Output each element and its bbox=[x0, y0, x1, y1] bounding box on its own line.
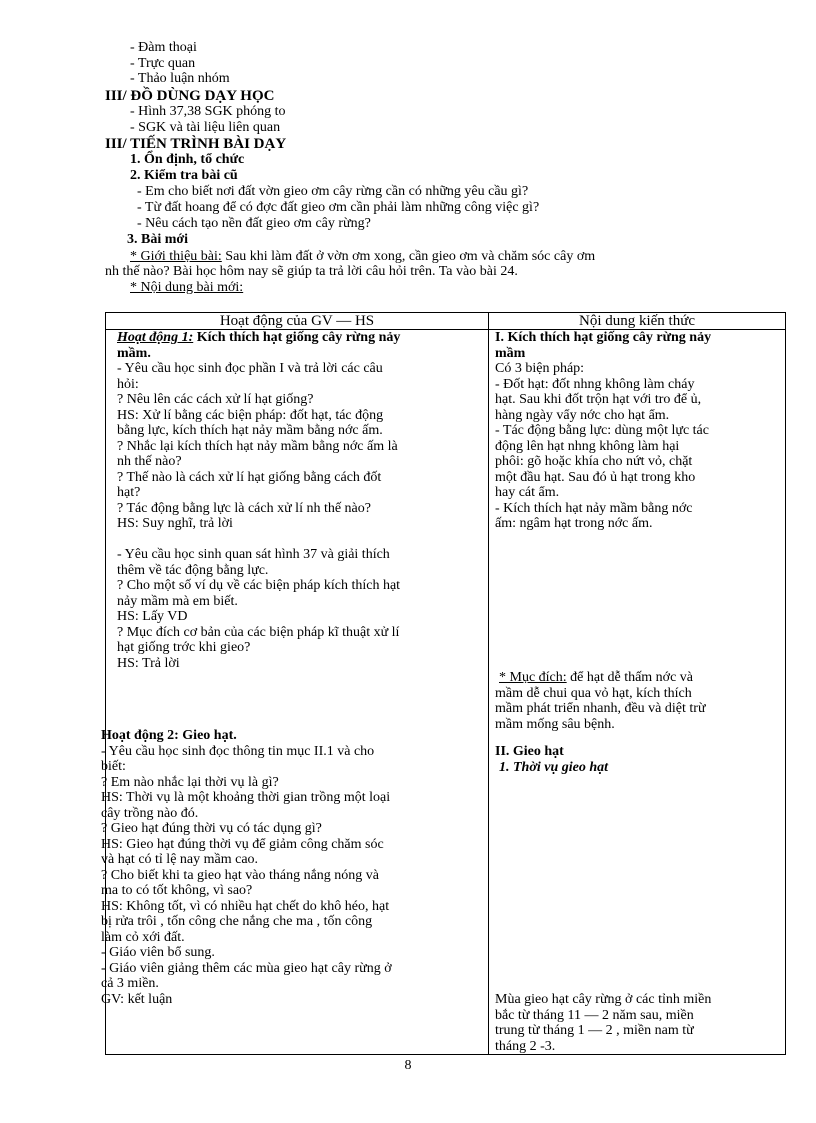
column-header-content: Nội dung kiến thức bbox=[489, 313, 786, 330]
intro-line bbox=[130, 249, 595, 265]
text-line: HS: Không tốt, vì có nhiều hạt chết do khô héo, hạt bbox=[101, 898, 390, 914]
text-line: nảy mầm mà em biết. bbox=[117, 593, 238, 609]
section-heading: III/ ĐỒ DÙNG DẠY HỌC bbox=[105, 88, 275, 104]
text-line: ? Thế nào là cách xử lí hạt giống bằng cách đốt bbox=[117, 469, 382, 485]
text-line: - Giáo viên giảng thêm các mùa gieo hạt cây rừng ở bbox=[101, 960, 392, 976]
knowledge-heading: I. Kích thích hạt giống cây rừng nảy bbox=[495, 330, 712, 345]
text-line: hàng ngày vẩy nớc cho hạt ẩm. bbox=[495, 407, 670, 423]
text-line: cây trồng nào đó. bbox=[101, 805, 199, 821]
text-line: Có 3 biện pháp: bbox=[495, 361, 585, 376]
text-line: ? Nêu lên các cách xử lí hạt giống? bbox=[117, 392, 314, 407]
text-line: - Yêu cầu học sinh quan sát hình 37 và giải thích bbox=[117, 547, 390, 562]
text-line: nh thế nào? bbox=[117, 454, 182, 469]
text-line: cả 3 miền. bbox=[101, 976, 159, 991]
text-line: ? Em nào nhắc lại thời vụ là gì? bbox=[101, 774, 279, 790]
materials-item: - Hình 37,38 SGK phóng to bbox=[130, 104, 286, 119]
text-line: HS: Trả lời bbox=[117, 655, 180, 671]
materials-item: - SGK và tài liệu liên quan bbox=[130, 120, 281, 135]
knowledge-1-lines bbox=[495, 361, 782, 532]
text-line: GV: kết luận bbox=[101, 991, 173, 1007]
purpose-label: * Mục đích: bbox=[499, 670, 567, 685]
text-line: trung từ tháng 1 — 2 , miền nam từ bbox=[495, 1023, 694, 1038]
method-item: - Trực quan bbox=[130, 56, 196, 71]
text-line: ấm: ngâm hạt trong nớc ấm. bbox=[495, 516, 653, 531]
content-cell bbox=[489, 330, 786, 1055]
knowledge-heading: II. Gieo hạt bbox=[495, 744, 564, 759]
intro-label: * Giới thiệu bài: bbox=[130, 249, 222, 264]
content-label: * Nội dung bài mới: bbox=[130, 280, 244, 295]
text-line: mầm dễ chui qua vỏ hạt, kích thích bbox=[495, 685, 692, 701]
activity-title: Kích thích hạt giống cây rừng nảy bbox=[196, 330, 401, 345]
step-heading: 3. Bài mới bbox=[127, 232, 189, 247]
text-line: HS: Thời vụ là một khoảng thời gian trồng một loại bbox=[101, 790, 391, 805]
activities-cell bbox=[101, 330, 489, 1055]
text-line: một đầu hạt. Sau đó ủ hạt trong kho bbox=[495, 469, 696, 485]
activity-title: mầm. bbox=[117, 345, 151, 361]
text-line: Mùa gieo hạt cây rừng ở các tỉnh miền bbox=[495, 992, 712, 1007]
text-line: mầm mống sâu bệnh. bbox=[495, 716, 615, 732]
lesson-table bbox=[101, 312, 786, 1055]
text-line: làm cỏ xới đất. bbox=[101, 929, 185, 945]
text-line: bị rửa trôi , tốn công che nắng che ma , tốn công bbox=[101, 914, 373, 929]
text-line: hỏi: bbox=[117, 376, 139, 392]
text-line: và hạt có tỉ lệ nay mầm cao. bbox=[101, 852, 259, 867]
text-line: HS: Lấy VD bbox=[117, 609, 188, 624]
knowledge-subheading: 1. Thời vụ gieo hạt bbox=[499, 759, 609, 775]
purpose-text: để hạt dễ thấm nớc và bbox=[570, 670, 694, 685]
method-item: - Thảo luận nhóm bbox=[130, 71, 230, 86]
activity-title: Gieo hạt. bbox=[182, 728, 237, 743]
text-line: - Giáo viên bổ sung. bbox=[101, 945, 215, 960]
season-lines bbox=[495, 992, 779, 1054]
text-line: ma to có tốt không, vì sao? bbox=[101, 883, 253, 898]
step-heading: 2. Kiểm tra bài cũ bbox=[130, 168, 238, 183]
text-line: HS: Suy nghĩ, trả lời bbox=[117, 516, 233, 531]
text-line: ? Gieo hạt đúng thời vụ có tác dụng gì? bbox=[101, 821, 322, 836]
text-line: - Yêu cầu học sinh đọc thông tin mục II.1 và cho bbox=[101, 743, 375, 759]
intro-line: nh thế nào? Bài học hôm nay sẽ giúp ta trả lời câu hỏi trên. Ta vào bài 24. bbox=[105, 264, 518, 279]
activity-label: Hoạt động 1: bbox=[117, 330, 194, 345]
activity-1-lines bbox=[117, 361, 485, 671]
activity-2-lines bbox=[101, 744, 482, 1008]
text-line: ? Tác động bằng lực là cách xử lí nh thế nào? bbox=[117, 500, 371, 516]
text-line: động lên hạt nhng không làm hại bbox=[495, 438, 680, 454]
page-number: 8 bbox=[404, 1058, 412, 1073]
text-line: HS: Xử lí bằng các biện pháp: đốt hạt, tác động bbox=[117, 407, 384, 423]
text-line: thêm về tác động bằng lực. bbox=[117, 562, 269, 578]
purpose-lines bbox=[495, 686, 779, 733]
activity-heading bbox=[101, 728, 482, 744]
text-line: mầm phát triển nhanh, đều và diệt trừ bbox=[495, 701, 706, 716]
text-line: ? Mục đích cơ bản của các biện pháp kĩ thuật xử lí bbox=[117, 624, 400, 640]
text-line: hạt? bbox=[117, 485, 141, 500]
knowledge-heading: mầm bbox=[495, 345, 526, 361]
text-line: bằng lực, kích thích hạt nảy mầm bằng nớc ấm. bbox=[117, 423, 383, 438]
text-line: - Kích thích hạt nảy mầm bằng nớc bbox=[495, 500, 693, 516]
text-line: - Tác động bằng lực: dùng một lực tác bbox=[495, 423, 709, 438]
activity-label: Hoạt động 2: bbox=[101, 728, 179, 743]
text-line: phôi: gõ hoặc khía cho nứt vỏ, chặt bbox=[495, 454, 693, 469]
text-line: ? Cho biết khi ta gieo hạt vào tháng nắng nóng và bbox=[101, 867, 379, 883]
text-line: hay cát ẩm. bbox=[495, 485, 560, 500]
text-line: - Yêu cầu học sinh đọc phần I và trả lời các câu bbox=[117, 361, 383, 376]
text-line: hạt giống trớc khi gieo? bbox=[117, 640, 251, 655]
purpose-line bbox=[495, 670, 779, 686]
column-header-activities: Hoạt động của GV — HS bbox=[106, 313, 489, 330]
text-line: hạt. Sau khi đốt trộn hạt với tro để ủ, bbox=[495, 392, 702, 407]
text-line: bắc từ tháng 11 — 2 năm sau, miền bbox=[495, 1007, 694, 1023]
text-line: ? Cho một số ví dụ về các biện pháp kích thích hạt bbox=[117, 578, 401, 593]
text-line bbox=[117, 532, 485, 548]
step-heading: 1. Ổn định, tổ chức bbox=[130, 152, 245, 167]
text-line: HS: Gieo hạt đúng thời vụ để giảm công chăm sóc bbox=[101, 836, 384, 852]
text-line: tháng 2 -3. bbox=[495, 1038, 556, 1054]
section-heading: III/ TIẾN TRÌNH BÀI DẠY bbox=[105, 136, 287, 152]
review-question: - Em cho biết nơi đất vờn gieo ơm cây rừng cần có những yêu cầu gì? bbox=[137, 184, 529, 199]
method-item: - Đàm thoại bbox=[130, 40, 197, 55]
intro-text: Sau khi làm đất ở vờn ơm xong, cần gieo ơm và chăm sóc cây ơm bbox=[225, 249, 596, 264]
text-line: ? Nhắc lại kích thích hạt nảy mầm bằng nớc ấm là bbox=[117, 438, 398, 454]
activity-heading bbox=[117, 330, 485, 346]
review-question: - Từ đất hoang để có đợc đất gieo ơm cần phải làm những công việc gì? bbox=[137, 200, 540, 215]
text-line: - Đốt hạt: đốt nhng không làm cháy bbox=[495, 376, 695, 392]
text-line: biết: bbox=[101, 759, 126, 774]
review-question: - Nêu cách tạo nền đất gieo ơm cây rừng? bbox=[137, 216, 371, 231]
